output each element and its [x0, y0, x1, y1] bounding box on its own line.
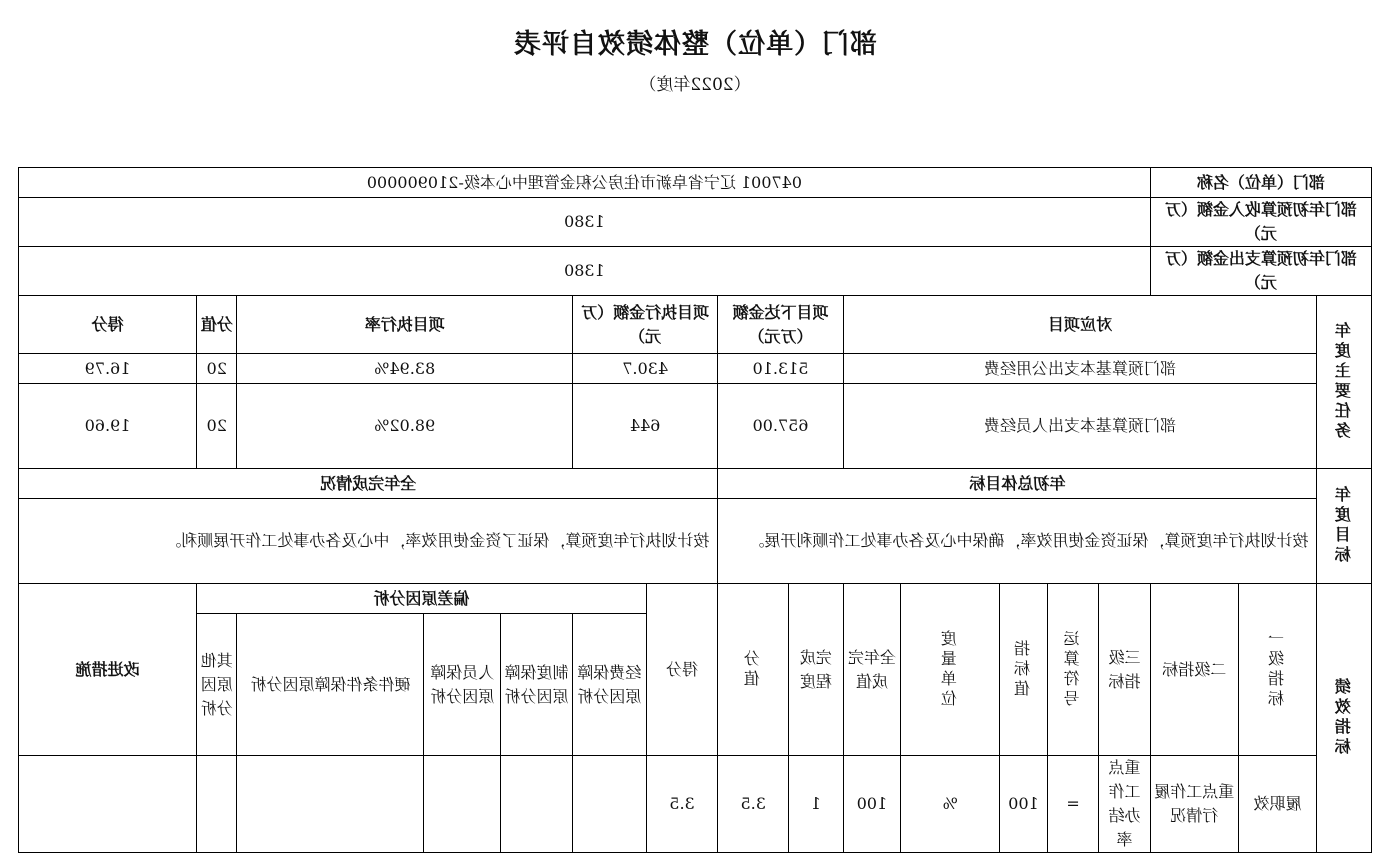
ind-dev-system — [501, 756, 573, 853]
ind-header-dev-system: 制度保障原因分析 — [501, 614, 573, 756]
task-header-project: 对应项目 — [843, 296, 1317, 354]
ind-header-score: 得分 — [646, 584, 718, 756]
goals-complete-header: 全年完成情况 — [19, 469, 718, 499]
unit-name-label: 部门（单位）名称 — [1150, 168, 1371, 198]
ind-operator: = — [1047, 756, 1099, 853]
ind-dev-staff — [424, 756, 501, 853]
ind-header-level3: 三级指标 — [1099, 584, 1151, 756]
task-weight: 20 — [197, 384, 237, 469]
ind-header-level1: 一级指标 — [1238, 584, 1317, 756]
ind-level2: 重点工作履行情况 — [1150, 756, 1238, 853]
ind-actual: 100 — [843, 756, 901, 853]
ind-score: 3.5 — [646, 756, 718, 853]
ind-header-dev-staff: 人员保障原因分析 — [424, 614, 501, 756]
goals-initial-text: 按计划执行年度预算，保证资金使用效率，确保中心及各办事处工作顺利开展。 — [718, 499, 1317, 584]
task-header-executed: 项目执行金额（万元） — [572, 296, 717, 354]
ind-header-actual: 全年完成值 — [843, 584, 901, 756]
ind-dev-hardware — [237, 756, 424, 853]
self-evaluation-table — [18, 167, 1372, 853]
task-weight: 20 — [197, 354, 237, 384]
ind-header-target: 指标值 — [1000, 584, 1047, 756]
ind-header-unit: 度量单位 — [901, 584, 1000, 756]
page-title: 部门（单位）整体绩效自评表 — [513, 29, 877, 60]
page-subtitle: （2022年度） — [639, 75, 751, 95]
task-allocated: 513.10 — [718, 354, 843, 384]
task-row — [19, 354, 1372, 384]
ind-header-degree: 完成程度 — [789, 584, 844, 756]
indicator-row — [19, 756, 1372, 853]
expense-value: 1380 — [19, 247, 1151, 296]
ind-target: 100 — [1000, 756, 1047, 853]
task-project: 部门预算基本支出公用经费 — [843, 354, 1317, 384]
ind-header-dev-funding: 经费保障原因分析 — [572, 614, 646, 756]
task-allocated: 657.00 — [718, 384, 843, 469]
ind-degree: 1 — [789, 756, 844, 853]
ind-header-dev-other: 其他原因分析 — [197, 614, 237, 756]
ind-unit: % — [901, 756, 1000, 853]
ind-header-deviation: 偏差原因分析 — [197, 584, 647, 614]
unit-name-value: 047001 辽宁省阜新市住房公积金管理中心本级-210900000 — [19, 168, 1151, 198]
task-header-weight: 分值 — [197, 296, 237, 354]
ind-header-operator: 运算符号 — [1047, 584, 1099, 756]
ind-level3: 重点工作办结率 — [1099, 756, 1151, 853]
income-label: 部门年初预算收入金额（万元） — [1150, 198, 1371, 247]
task-score: 19.60 — [19, 384, 197, 469]
task-executed: 644 — [572, 384, 717, 469]
task-rate: 83.94% — [237, 354, 572, 384]
task-score: 16.79 — [19, 354, 197, 384]
ind-header-dev-hardware: 硬件条件保障原因分析 — [237, 614, 424, 756]
indicators-section-label: 绩效指标 — [1317, 584, 1372, 853]
ind-header-level2: 二级指标 — [1150, 584, 1238, 756]
task-rate: 98.02% — [237, 384, 572, 469]
tasks-section-label: 年度主要任务 — [1317, 296, 1372, 469]
ind-improve — [19, 756, 197, 853]
task-project: 部门预算基本支出人员经费 — [843, 384, 1317, 469]
expense-label: 部门年初预算支出金额（万元） — [1150, 247, 1371, 296]
task-row — [19, 384, 1372, 469]
task-header-allocated: 项目下达金额（万元） — [718, 296, 843, 354]
ind-header-improve: 改进措施 — [19, 584, 197, 756]
ind-dev-other — [197, 756, 237, 853]
goals-complete-text: 按计划执行年度预算，保证了资金使用效率，中心及各办事处工作开展顺利。 — [19, 499, 718, 584]
goals-section-label: 年度目标 — [1317, 469, 1372, 584]
ind-dev-funding — [572, 756, 646, 853]
task-header-rate: 项目执行率 — [237, 296, 572, 354]
ind-header-weight: 分值 — [718, 584, 789, 756]
task-header-score: 得分 — [19, 296, 197, 354]
ind-level1: 履职效 — [1238, 756, 1317, 853]
ind-weight: 3.5 — [718, 756, 789, 853]
income-value: 1380 — [19, 198, 1151, 247]
goals-initial-header: 年初总体目标 — [718, 469, 1317, 499]
task-executed: 430.7 — [572, 354, 717, 384]
